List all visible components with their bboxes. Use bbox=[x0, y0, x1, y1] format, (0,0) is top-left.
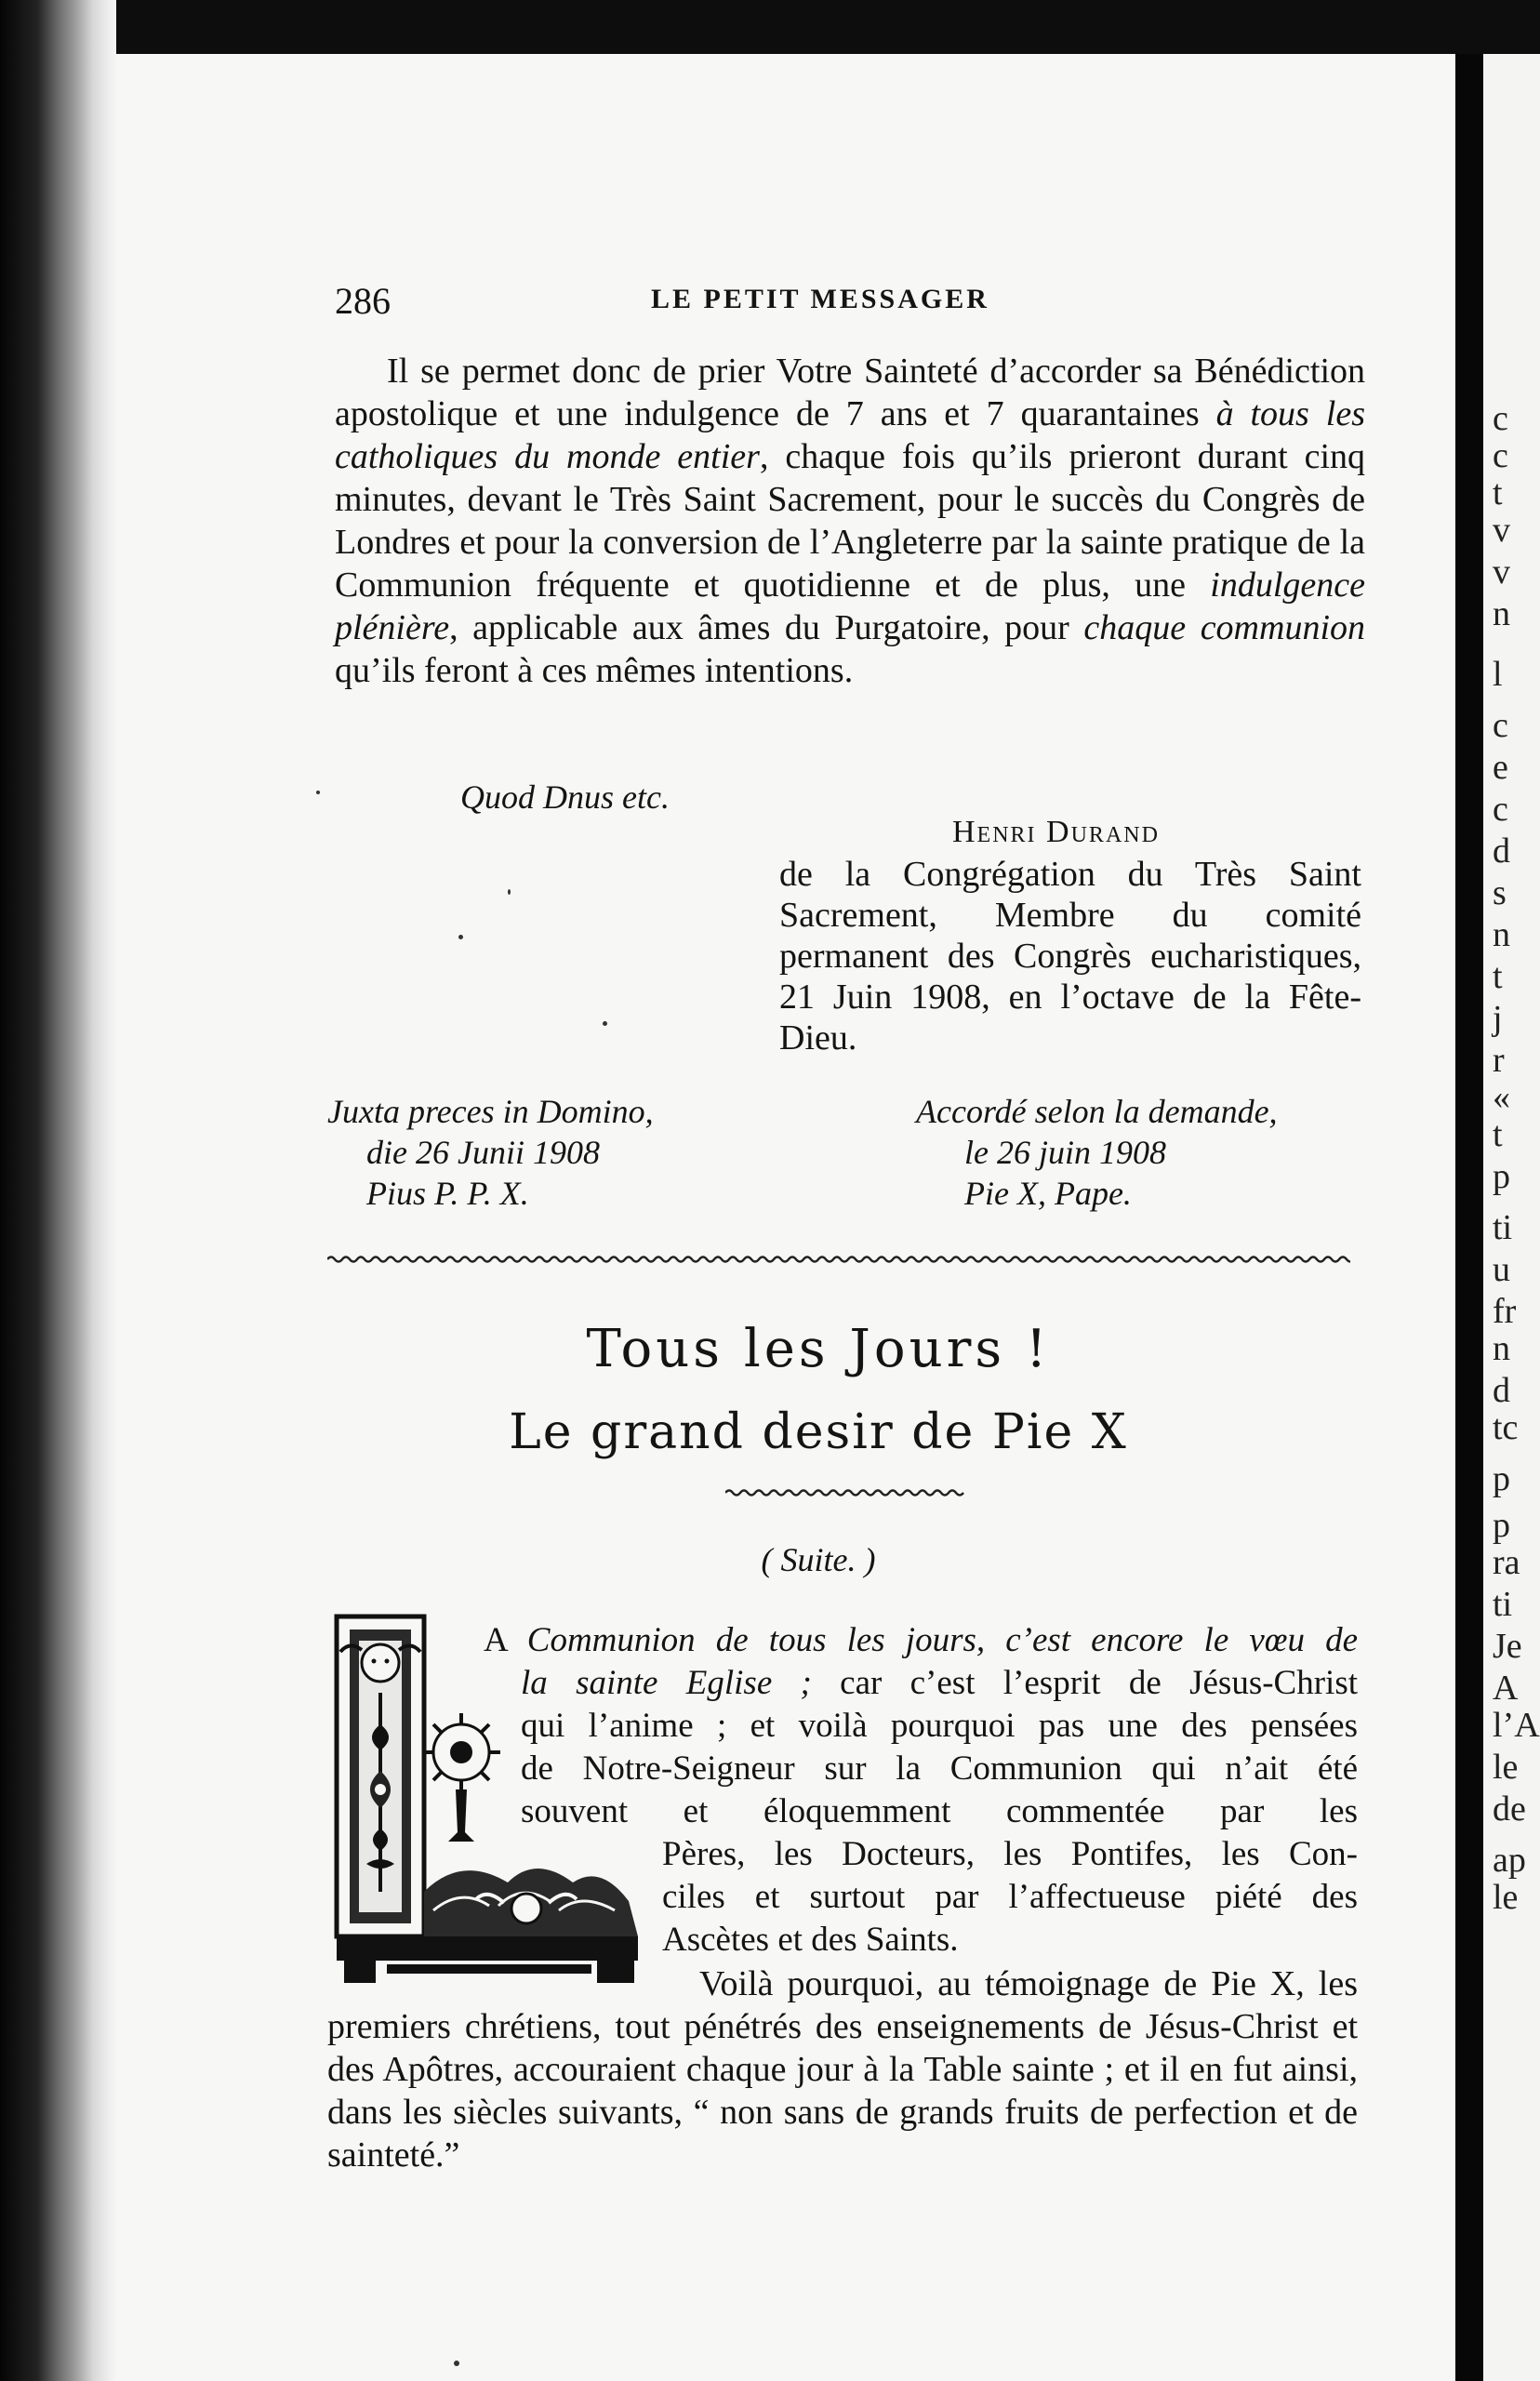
adjacent-page-letter: n bbox=[1493, 1329, 1510, 1368]
adjacent-page-letter: p bbox=[1493, 1459, 1510, 1498]
article-line: qui l’anime ; et voilà pourquoi pas une des pensées bbox=[521, 1707, 1358, 1745]
short-wavy-divider bbox=[725, 1486, 967, 1499]
adjacent-page-letter: fr bbox=[1493, 1292, 1517, 1331]
letter-text-5: , applicable aux âmes du Purgatoire, pour bbox=[449, 608, 1084, 647]
approval-french-line: Accordé selon la demande, bbox=[916, 1093, 1278, 1130]
scan-speck bbox=[603, 1021, 607, 1026]
approval-latin-line: Juxta preces in Domino, bbox=[327, 1093, 654, 1130]
adjacent-page-letter: ti bbox=[1493, 1585, 1513, 1624]
adjacent-page-letter: n bbox=[1493, 915, 1510, 954]
book-gutter bbox=[1455, 54, 1483, 2381]
article-line: ciles et surtout par l’affectueuse piété des bbox=[662, 1878, 1358, 1916]
article-text: Communion de tous les jours, c’est encore le vœu de bbox=[526, 1621, 1358, 1659]
adjacent-page-letter: p bbox=[1493, 1506, 1510, 1545]
adjacent-page-letter: c bbox=[1493, 790, 1508, 829]
running-title: LE PETIT MESSAGER bbox=[651, 284, 989, 314]
article-line bbox=[484, 1620, 1358, 1661]
adjacent-page-letter: ra bbox=[1493, 1543, 1520, 1582]
adjacent-page-letter: l bbox=[1493, 655, 1503, 694]
adjacent-page-letter: s bbox=[1493, 873, 1507, 912]
adjacent-page-letter: le bbox=[1493, 1878, 1519, 1917]
section-title: Tous les Jours ! bbox=[586, 1319, 1051, 1379]
article-text: A bbox=[484, 1621, 527, 1659]
article-line: Pères, les Docteurs, les Pontifes, les Con- bbox=[662, 1835, 1358, 1873]
article-paragraph: Voilà pourquoi, au témoignage de Pie X, les premiers chrétiens, tout pénétrés des enseignements de Jésus-Christ et des Apôtres, accouraient chaque jour à la Table sainte ; et il en fut ainsi, dans les siècles suivants, “ non sans de grands fruits de perfection et de sainteté.” bbox=[327, 1964, 1358, 2175]
adjacent-page-letter: A bbox=[1493, 1669, 1519, 1708]
letter-text-4: indulgence plénière bbox=[335, 565, 1365, 647]
letter-text-2: à tous les catholiques du monde entier bbox=[335, 394, 1365, 476]
letter-text-7: qu’ils feront à ces mêmes intentions. bbox=[335, 651, 854, 690]
adjacent-page-letter: u bbox=[1493, 1250, 1510, 1289]
letter-text-1: Il se permet donc de prier Votre Sainteté d’accorder sa Bénédiction apostolique et une indulgence de 7 ans et 7 quarantaines bbox=[335, 352, 1365, 433]
adjacent-page-letter: v bbox=[1493, 511, 1510, 550]
signature-name: Henri Durand bbox=[952, 815, 1160, 849]
adjacent-page-letter: t bbox=[1493, 957, 1503, 996]
adjacent-page-letter: v bbox=[1493, 552, 1510, 592]
wavy-divider bbox=[327, 1252, 1350, 1267]
adjacent-page-letter: j bbox=[1493, 999, 1503, 1038]
adjacent-page-letter: r bbox=[1493, 1041, 1505, 1080]
adjacent-page-letter: d bbox=[1493, 831, 1510, 871]
article-line: Ascètes et des Saints. bbox=[662, 1921, 959, 1959]
scan-speck bbox=[454, 2361, 459, 2366]
page-number: 286 bbox=[335, 280, 391, 322]
article-line: souvent et éloquemment commentée par les bbox=[521, 1792, 1358, 1830]
adjacent-page-letter: t bbox=[1493, 473, 1503, 512]
article-line bbox=[521, 1663, 1358, 1704]
adjacent-page-letter: c bbox=[1493, 399, 1508, 438]
section-subtitle: Le grand desir de Pie X bbox=[509, 1404, 1128, 1460]
approval-latin bbox=[327, 1091, 654, 1214]
continuation-label: ( Suite. ) bbox=[761, 1541, 876, 1578]
scan-speck bbox=[316, 791, 320, 794]
adjacent-page-letter: c bbox=[1493, 436, 1508, 475]
adjacent-page-letter: tc bbox=[1493, 1408, 1519, 1447]
adjacent-page-letter: c bbox=[1493, 706, 1508, 745]
adjacent-page-letter: d bbox=[1493, 1371, 1510, 1410]
scan-speck bbox=[458, 935, 463, 939]
adjacent-page-fragment bbox=[1483, 54, 1540, 2381]
adjacent-page-letter: le bbox=[1493, 1748, 1519, 1787]
letter-text-6: chaque communion bbox=[1083, 608, 1365, 647]
book-page-edges bbox=[0, 0, 116, 2381]
article-line: de Notre-Seigneur sur la Communion qui n’ait été bbox=[521, 1749, 1358, 1788]
adjacent-page-letter: n bbox=[1493, 594, 1510, 633]
adjacent-page-letter: de bbox=[1493, 1789, 1526, 1829]
signature-role: de la Congrégation du Très Saint Sacrement, Membre du comité permanent des Congrès eucharistiques, 21 Juin 1908, en l’octave de la Fête-Dieu. bbox=[779, 855, 1361, 1057]
approval-french bbox=[916, 1091, 1278, 1214]
approval-latin-line: Pius P. P. X. bbox=[366, 1175, 529, 1212]
scan-speck bbox=[508, 889, 511, 895]
adjacent-page-letter: t bbox=[1493, 1115, 1503, 1154]
letter-text-3: , chaque fois qu’ils prieront durant cinq minutes, devant le Très Saint Sacrement, pour le succès du Congrès de Londres et pour la conversion de l’Angleterre par la sainte pratique de la Communion fréquente et quotidienne et de plus, une bbox=[335, 437, 1366, 605]
adjacent-page-letter: « bbox=[1493, 1078, 1510, 1117]
scanner-top-strip bbox=[0, 0, 1540, 54]
letter-paragraph bbox=[335, 350, 1365, 692]
adjacent-page-letter: ap bbox=[1493, 1841, 1526, 1880]
article-text: la sainte Eglise ; bbox=[521, 1664, 812, 1702]
adjacent-page-letter: e bbox=[1493, 748, 1508, 787]
adjacent-page-letter: l’A bbox=[1493, 1706, 1540, 1745]
approval-french-line: Pie X, Pape. bbox=[964, 1175, 1132, 1212]
approval-latin-line: die 26 Junii 1908 bbox=[366, 1134, 600, 1171]
adjacent-page-letter: ti bbox=[1493, 1208, 1513, 1247]
adjacent-page-letter: p bbox=[1493, 1157, 1510, 1196]
adjacent-page-letter: Je bbox=[1493, 1627, 1522, 1666]
approval-french-line: le 26 juin 1908 bbox=[964, 1134, 1166, 1171]
letter-closing: Quod Dnus etc. bbox=[460, 778, 670, 816]
article-text: car c’est l’esprit de Jésus-Christ bbox=[811, 1664, 1359, 1702]
